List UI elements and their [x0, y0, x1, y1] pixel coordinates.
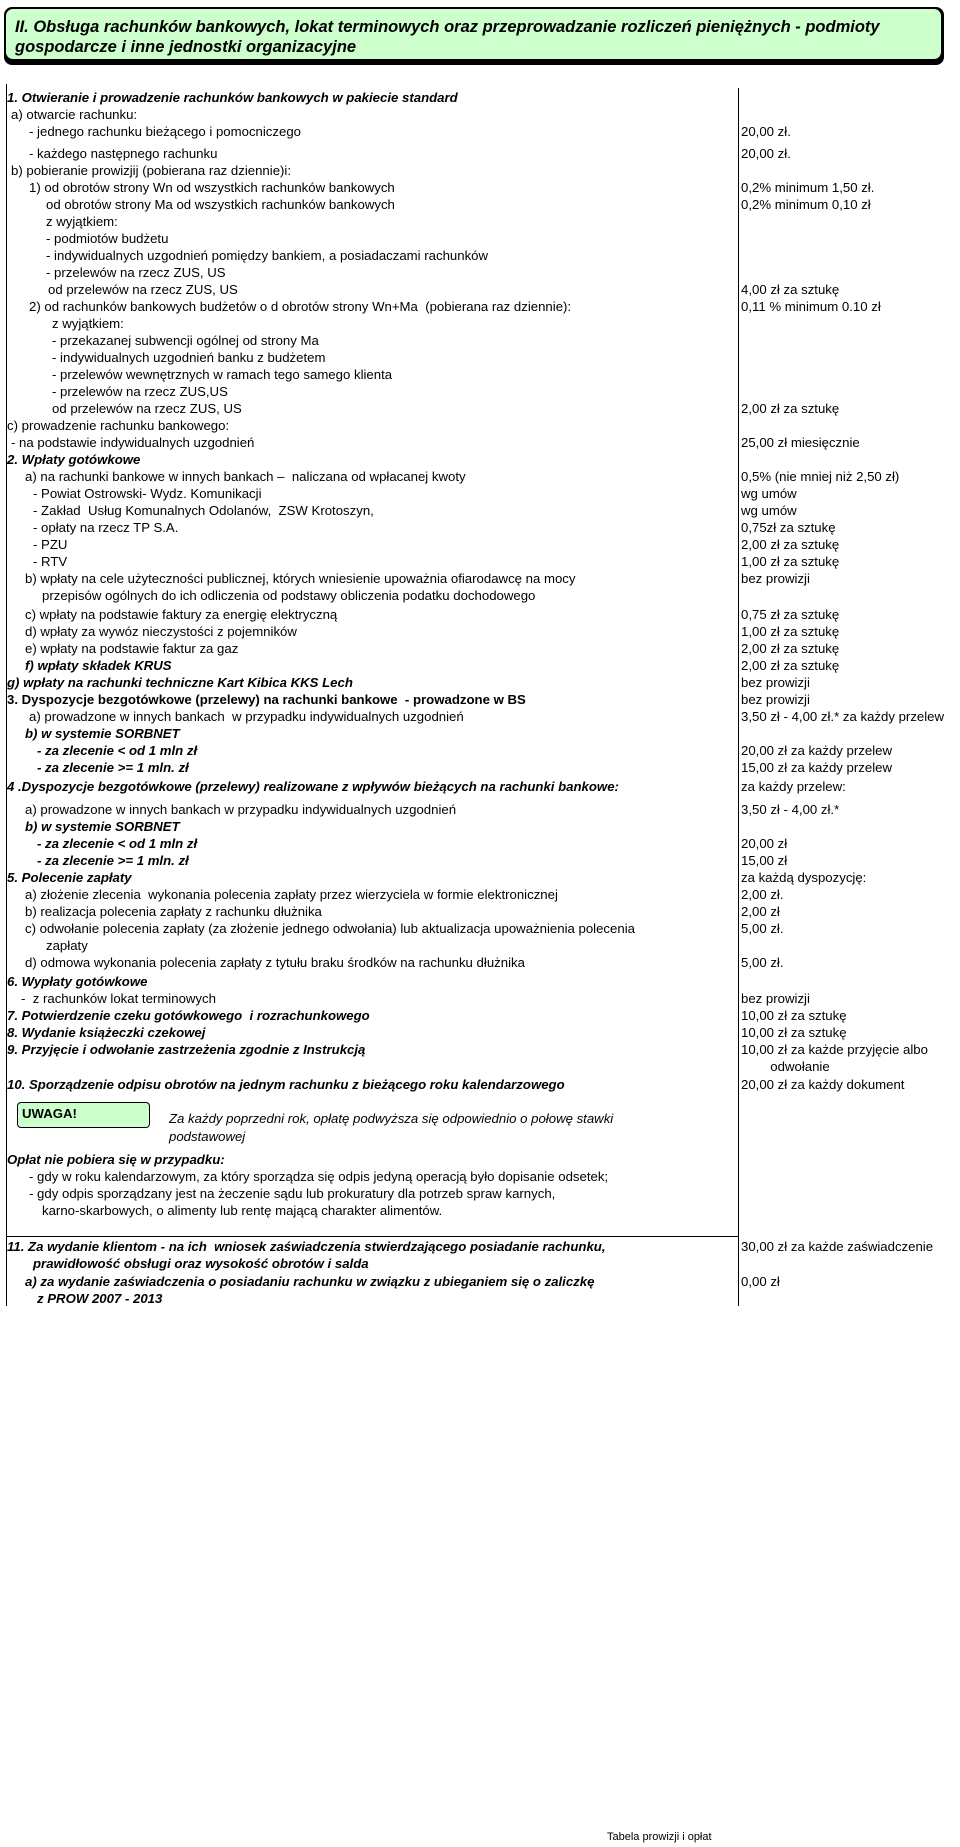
- table-row: [0, 264, 960, 281]
- row-fee: wg umów: [741, 486, 797, 501]
- uwaga-note: Za każdy poprzedni rok, opłatę podwyższa się odpowiednio o połowę stawki podstawowej: [169, 1111, 614, 1144]
- page-footer: Tabela prowizji i opłat: [607, 1831, 712, 1843]
- row-description: d) odmowa wykonania polecenia zapłaty z tytułu braku środków na rachunku dłużnika: [25, 955, 525, 970]
- row-fee: 0,00 zł: [741, 1274, 780, 1289]
- row-description: - za zlecenie < od 1 mln zł: [37, 743, 198, 758]
- row-fee: za każdą dyspozycję:: [741, 870, 867, 885]
- row-description: zapłaty: [46, 938, 88, 953]
- row-description: 2) od rachunków bankowych budżetów o d obrotów strony Wn+Ma (pobierana raz dziennie):: [29, 299, 572, 314]
- row-description: - indywidualnych uzgodnień banku z budżetem: [52, 350, 326, 365]
- row-description: - Zakład Usług Komunalnych Odolanów, ZSW Krotoszyn,: [33, 503, 374, 518]
- row-description: - za zlecenie >= 1 mln. zł: [37, 853, 189, 868]
- table-row: [0, 852, 960, 869]
- row-description: - za zlecenie >= 1 mln. zł: [37, 760, 189, 775]
- row-description: z wyjątkiem:: [52, 316, 124, 331]
- table-row: [0, 106, 960, 123]
- row-fee: 5,00 zł.: [741, 921, 784, 936]
- uwaga-box: [17, 1102, 150, 1128]
- row-fee: 0,75zł za sztukę: [741, 520, 836, 535]
- row-description: - RTV: [33, 554, 68, 569]
- row-fee: 10,00 zł za sztukę: [741, 1008, 847, 1023]
- row-fee: 0,11 % minimum 0.10 zł: [741, 299, 881, 314]
- row-description: - podmiotów budżetu: [46, 231, 169, 246]
- row-description: 3. Dyspozycje bezgotówkowe (przelewy) na rachunki bankowe - prowadzone w BS: [7, 692, 526, 707]
- table-row: [0, 1273, 960, 1290]
- table-row: [0, 640, 960, 657]
- table-row: [0, 451, 960, 468]
- row-description: 7. Potwierdzenie czeku gotówkowego i rozrachunkowego: [7, 1008, 370, 1023]
- table-separator: [6, 1236, 739, 1237]
- row-description: g) wpłaty na rachunki techniczne Kart Kibica KKS Lech: [7, 675, 353, 690]
- row-fee: 2,00 zł.: [741, 887, 784, 902]
- row-fee: za każdy przelew:: [741, 779, 846, 794]
- row-description: prawidłowość obsługi oraz wysokość obrotów i salda: [33, 1256, 369, 1271]
- row-fee: 1,00 zł za sztukę: [741, 624, 840, 639]
- table-row: [0, 623, 960, 640]
- table-row: [0, 759, 960, 776]
- row-description: - gdy odpis sporządzany jest na żeczenie sądu lub prokuratury dla potrzeb spraw karnych,: [29, 1186, 556, 1201]
- table-row: [0, 725, 960, 742]
- row-description: - indywidualnych uzgodnień pomiędzy bankiem, a posiadaczami rachunków: [46, 248, 489, 263]
- row-description: b) pobieranie prowizjij (pobierana raz dziennie)i:: [11, 163, 292, 178]
- row-description: b) w systemie SORBNET: [25, 819, 180, 834]
- row-description: d) wpłaty za wywóz nieczystości z pojemników: [25, 624, 297, 639]
- row-fee: 20,00 zł za każdy dokument: [741, 1077, 905, 1092]
- table-row: [0, 553, 960, 570]
- table-row: [0, 587, 960, 604]
- row-description: 2. Wpłaty gotówkowe: [7, 452, 141, 467]
- table-row: [0, 708, 960, 725]
- table-row: [0, 502, 960, 519]
- table-row: [0, 742, 960, 759]
- row-fee: 2,00 zł za sztukę: [741, 537, 840, 552]
- row-description: - opłaty na rzecz TP S.A.: [33, 520, 179, 535]
- table-row: [0, 230, 960, 247]
- row-fee: 0,2% minimum 0,10 zł: [741, 197, 871, 212]
- row-description: 1. Otwieranie i prowadzenie rachunków bankowych w pakiecie standard: [7, 90, 458, 105]
- row-description: karno-skarbowych, o alimenty lub rentę mającą charakter alimentów.: [42, 1203, 443, 1218]
- table-row: [0, 1290, 960, 1307]
- table-row: [0, 1255, 960, 1272]
- row-fee: 30,00 zł za każde zaświadczenie: [741, 1239, 934, 1254]
- row-description: e) wpłaty na podstawie faktur za gaz: [25, 641, 239, 656]
- table-row: [0, 315, 960, 332]
- table-row: [0, 973, 960, 990]
- row-fee: 2,00 zł za sztukę: [741, 658, 840, 673]
- row-fee: 20,00 zł.: [741, 124, 791, 139]
- row-description: - przelewów na rzecz ZUS, US: [46, 265, 226, 280]
- row-description: 5. Polecenie zapłaty: [7, 870, 132, 885]
- row-fee: 5,00 zł.: [741, 955, 784, 970]
- table-row: [0, 606, 960, 623]
- row-description: a) prowadzone w innych bankach w przypadku indywidualnych uzgodnień: [25, 802, 457, 817]
- row-fee: 2,00 zł za sztukę: [741, 641, 840, 656]
- row-description: 10. Sporządzenie odpisu obrotów na jednym rachunku z bieżącego roku kalendarzowego: [7, 1077, 565, 1092]
- table-row: [0, 990, 960, 1007]
- row-fee: 4,00 zł za sztukę: [741, 282, 840, 297]
- table-row: [0, 818, 960, 835]
- table-row: [0, 657, 960, 674]
- row-description: od obrotów strony Ma od wszystkich rachunków bankowych: [46, 197, 395, 212]
- table-row: [0, 281, 960, 298]
- table-row: [0, 179, 960, 196]
- table-row: [0, 1185, 960, 1202]
- row-description: a) złożenie zlecenia wykonania polecenia zapłaty przez wierzyciela w formie elektronicznej: [25, 887, 558, 902]
- row-description: 6. Wypłaty gotówkowe: [7, 974, 148, 989]
- table-row: [0, 366, 960, 383]
- table-row: [0, 920, 960, 937]
- section-title: II. Obsługa rachunków bankowych, lokat terminowych oraz przeprowadzanie rozliczeń pieniężnych - podmioty gospodarcze i inne jednostki organizacyjne: [15, 18, 880, 56]
- row-description: - każdego następnego rachunku: [29, 146, 218, 161]
- table-row: [0, 485, 960, 502]
- row-description: a) na rachunki bankowe w innych bankach – naliczana od wpłacanej kwoty: [25, 469, 466, 484]
- row-fee: 1,00 zł za sztukę: [741, 554, 840, 569]
- table-row: [0, 349, 960, 366]
- row-description: z wyjątkiem:: [46, 214, 118, 229]
- table-row: [0, 903, 960, 920]
- row-description: c) wpłaty na podstawie faktury za energię elektryczną: [25, 607, 338, 622]
- table-row: [0, 570, 960, 587]
- table-row: [0, 1041, 960, 1058]
- table-row: [0, 519, 960, 536]
- table-row: [0, 89, 960, 106]
- row-fee: bez prowizji: [741, 991, 810, 1006]
- row-description: 1) od obrotów strony Wn od wszystkich rachunków bankowych: [29, 180, 395, 195]
- table-row: [0, 1007, 960, 1024]
- row-description: a) za wydanie zaświadczenia o posiadaniu rachunku w związku z ubieganiem się o zaliczkę: [25, 1274, 595, 1289]
- table-row: [0, 691, 960, 708]
- row-fee: 0,2% minimum 1,50 zł.: [741, 180, 875, 195]
- section-banner-panel: [6, 9, 941, 59]
- section-banner: [4, 7, 944, 65]
- row-description: - przekazanej subwencji ogólnej od strony Ma: [52, 333, 319, 348]
- row-fee: 2,00 zł: [741, 904, 780, 919]
- row-fee: wg umów: [741, 503, 797, 518]
- row-description: - na podstawie indywidualnych uzgodnień: [11, 435, 255, 450]
- table-row: [0, 417, 960, 434]
- table-row: [0, 1151, 960, 1168]
- row-fee: 2,00 zł za sztukę: [741, 401, 840, 416]
- row-description: od przelewów na rzecz ZUS, US: [48, 282, 238, 297]
- row-description: - z rachunków lokat terminowych: [21, 991, 216, 1006]
- row-fee: bez prowizji: [741, 675, 810, 690]
- row-fee: odwołanie: [741, 1059, 830, 1074]
- uwaga-label: UWAGA!: [22, 1106, 77, 1121]
- row-description: b) w systemie SORBNET: [25, 726, 180, 741]
- row-description: 11. Za wydanie klientom - na ich wniosek zaświadczenia stwierdzającego posiadanie rachunku,: [7, 1239, 606, 1254]
- row-fee: bez prowizji: [741, 571, 810, 586]
- row-description: Opłat nie pobiera się w przypadku:: [7, 1152, 225, 1167]
- table-row: [0, 383, 960, 400]
- row-fee: 10,00 zł za sztukę: [741, 1025, 847, 1040]
- table-row: [0, 145, 960, 162]
- table-row: [0, 1076, 960, 1093]
- row-fee: 20,00 zł.: [741, 146, 791, 161]
- row-fee: 15,00 zł: [741, 853, 788, 868]
- table-row: [0, 213, 960, 230]
- table-row: [0, 400, 960, 417]
- row-description: c) prowadzenie rachunku bankowego:: [7, 418, 230, 433]
- table-row: [0, 778, 960, 795]
- table-row: [0, 1202, 960, 1219]
- row-fee: 0,75 zł za sztukę: [741, 607, 840, 622]
- table-row: [0, 674, 960, 691]
- row-fee: bez prowizji: [741, 692, 810, 707]
- row-description: f) wpłaty składek KRUS: [25, 658, 172, 673]
- row-fee: 3,50 zł - 4,00 zł.*: [741, 802, 840, 817]
- table-row: [0, 162, 960, 179]
- table-row: [0, 937, 960, 954]
- table-row: [0, 434, 960, 451]
- table-row: [0, 1238, 960, 1255]
- row-description: - przelewów wewnętrznych w ramach tego samego klienta: [52, 367, 393, 382]
- table-row: [0, 123, 960, 140]
- row-fee: 15,00 zł za każdy przelew: [741, 760, 892, 775]
- row-description: 4 .Dyspozycje bezgotówkowe (przelewy) realizowane z wpływów bieżących na rachunki bankowe:: [7, 779, 619, 794]
- table-row: [0, 801, 960, 818]
- row-description: - PZU: [33, 537, 68, 552]
- row-description: - jednego rachunku bieżącego i pomocniczego: [29, 124, 301, 139]
- table-row: [0, 1168, 960, 1185]
- table-row: [0, 196, 960, 213]
- table-row: [0, 536, 960, 553]
- row-fee: 25,00 zł miesięcznie: [741, 435, 860, 450]
- table-row: [0, 886, 960, 903]
- table-row: [0, 247, 960, 264]
- row-description: - Powiat Ostrowski- Wydz. Komunikacji: [33, 486, 262, 501]
- row-description: od przelewów na rzecz ZUS, US: [52, 401, 242, 416]
- row-description: c) odwołanie polecenia zapłaty (za złożenie jednego odwołania) lub aktualizacja upoważnienia polecenia: [25, 921, 635, 936]
- row-description: - gdy w roku kalendarzowym, za który sporządza się odpis jedyną operacją było dopisanie odsetek;: [29, 1169, 609, 1184]
- row-description: przepisów ogólnych do ich odliczenia od podstawy obliczenia podatku dochodowego: [42, 588, 536, 603]
- row-description: - przelewów na rzecz ZUS,US: [52, 384, 228, 399]
- row-description: a) prowadzone w innych bankach w przypadku indywidualnych uzgodnień: [29, 709, 464, 724]
- row-description: 9. Przyjęcie i odwołanie zastrzeżenia zgodnie z Instrukcją: [7, 1042, 366, 1057]
- table-row: [0, 835, 960, 852]
- row-description: z PROW 2007 - 2013: [37, 1291, 163, 1306]
- row-fee: 10,00 zł za każde przyjęcie albo: [741, 1042, 928, 1057]
- table-row: [0, 869, 960, 886]
- table-row: [0, 468, 960, 485]
- row-description: b) realizacja polecenia zapłaty z rachunku dłużnika: [25, 904, 322, 919]
- table-row: [0, 954, 960, 971]
- row-description: b) wpłaty na cele użyteczności publicznej, których wniesienie upoważnia ofiarodawcę na mocy: [25, 571, 576, 586]
- row-fee: 0,5% (nie mniej niż 2,50 zł): [741, 469, 900, 484]
- row-description: - za zlecenie < od 1 mln zł: [37, 836, 198, 851]
- table-row: [0, 1058, 960, 1075]
- table-row: [0, 332, 960, 349]
- row-fee: 20,00 zł za każdy przelew: [741, 743, 892, 758]
- row-fee: 3,50 zł - 4,00 zł.* za każdy przelew: [741, 709, 945, 724]
- table-row: [0, 298, 960, 315]
- row-fee: 20,00 zł: [741, 836, 788, 851]
- row-description: a) otwarcie rachunku:: [11, 107, 138, 122]
- row-description: 8. Wydanie książeczki czekowej: [7, 1025, 206, 1040]
- table-row: [0, 1024, 960, 1041]
